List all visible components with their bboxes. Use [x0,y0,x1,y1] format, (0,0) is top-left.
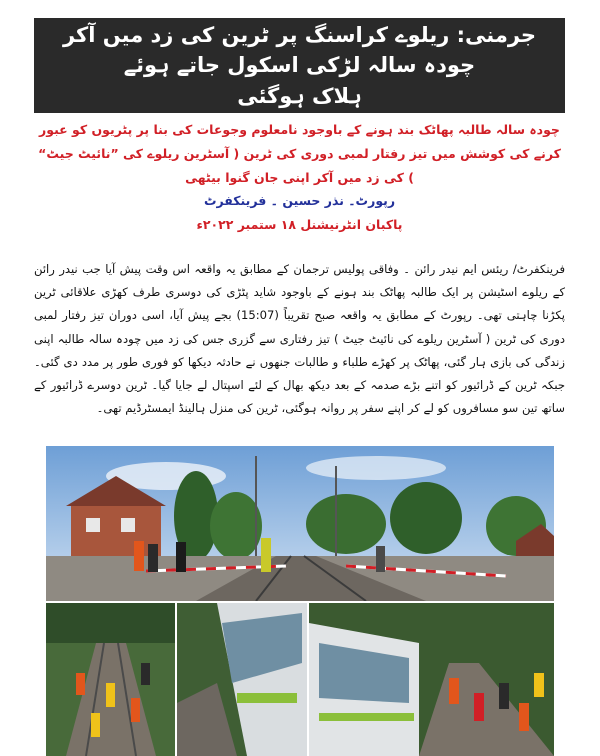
train-and-responders-photo [309,603,554,756]
rescue-workers-photo [46,603,175,756]
headline-line-2: ہلاک ہوگئی [237,83,362,108]
reporter-credit: رپورٹ۔ نذر حسین ۔ فرینکفرٹ [203,193,396,209]
train-on-track-photo [177,603,307,756]
source-date: پاکبان انٹرنیشنل ۱۸ ستمبر ۲۰۲۲ء [196,217,403,232]
article-body: فرینکفرٹ/ ریئس ایم نیدر رائن ۔ وفاقی پولیس ترجمان کے مطابق یہ واقعہ اس وقت پیش آیا جب نیدر رائن کے ریلوے اسٹیشن پر ایک طالبہ پھاٹک بند ہونے کے باوجود شاید پٹڑی کی دوسری طرف کھڑی علاقائی ٹرین پکڑنا چاہتی تھی۔ رپورٹ کے مطابق یہ واقعہ صبح تقریباً (15:07) بجے پیش آیا، اسی دوران تیز رفتار لمبی دوری کی ٹرین ( آسٹرین ریلوے کی نائیٹ جیٹ ) تیز رفتاری سے گزری جس کی زد میں چودہ سالہ طالبہ اپنی زندگی کی بازی ہار گئی، پھاٹک پر کھڑے طلباء و طالبات جنھوں نے حادثہ دیکھا کو فوری طور پر مدد دی گئی۔ جبکہ ٹرین کے ڈرائیور کو اتنے بڑے صدمہ کے بعد دیکھ بھال کے لئے اسپتال لے جایا گیا۔ ٹرین دوسرے ڈرائیور کے ساتھ تین سو مسافروں کو لے کر اپنے سفر پر روانہ ہوگئی، ٹرین کی منزل ہالینڈ ایمسٹرڈیم تھی۔ [34,262,565,416]
summary-text: چودہ سالہ طالبہ پھاٹک بند ہونے کے باوجود نامعلوم وجوعات کی بنا پر پٹریوں کو عبور کرنے کی کوشش میں تیز رفتار لمبی دوری کی ٹرین ( آسٹرین ریلوے کی ”نائیٹ جیٹ“ ) کی زد میں آکر اپنی جان گنوا بیٹھی [38,122,561,185]
railway-crossing-photo [46,446,554,601]
subhead [34,118,565,237]
headline-banner [34,18,565,113]
headline-line-1: جرمنی: ریلوے کراسنگ پر ٹرین کی زد میں آکر چودہ سالہ لڑکی اسکول جاتے ہوئے [62,22,537,78]
